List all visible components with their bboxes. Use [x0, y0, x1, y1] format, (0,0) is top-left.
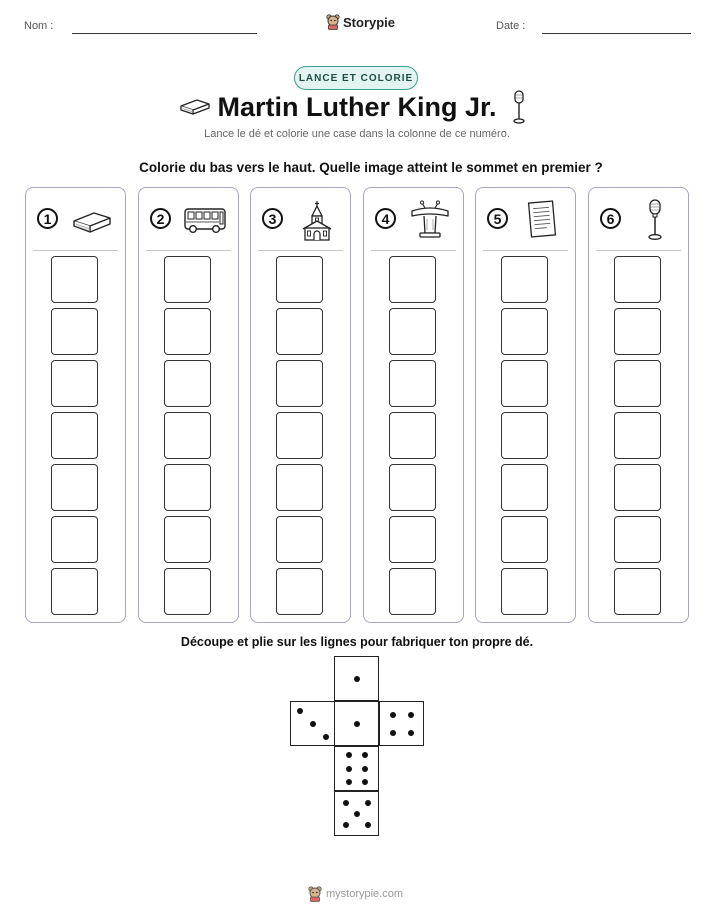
die-pip — [343, 800, 349, 806]
color-box[interactable] — [614, 516, 661, 563]
die-pip — [346, 752, 352, 758]
color-box[interactable] — [51, 412, 98, 459]
die-pip — [408, 730, 414, 736]
bear-mascot-icon — [326, 14, 340, 30]
die-pip — [390, 712, 396, 718]
color-box[interactable] — [389, 412, 436, 459]
color-box[interactable] — [164, 308, 211, 355]
die-pip — [323, 734, 329, 740]
die-face-3 — [290, 701, 335, 746]
die-pip — [362, 752, 368, 758]
name-label: Nom : — [24, 20, 54, 32]
color-box[interactable] — [164, 256, 211, 303]
color-box[interactable] — [501, 360, 548, 407]
footer-url[interactable]: mystorypie.com — [326, 888, 404, 900]
date-line[interactable] — [542, 33, 691, 34]
color-box[interactable] — [614, 464, 661, 511]
column-number: 6 — [600, 208, 621, 229]
die-pip — [346, 766, 352, 772]
color-box[interactable] — [614, 308, 661, 355]
color-box[interactable] — [276, 360, 323, 407]
color-box[interactable] — [276, 308, 323, 355]
document-icon — [520, 199, 564, 241]
color-box[interactable] — [389, 256, 436, 303]
die-face-1 — [334, 701, 379, 746]
die-face-1 — [334, 656, 379, 701]
die-pip — [390, 730, 396, 736]
book-icon — [70, 199, 114, 241]
die-pip — [310, 721, 316, 727]
color-box[interactable] — [501, 256, 548, 303]
column-divider — [483, 250, 568, 251]
color-box[interactable] — [276, 412, 323, 459]
die-face-4 — [379, 701, 424, 746]
die-face-5 — [334, 791, 379, 836]
color-box[interactable] — [501, 516, 548, 563]
column-divider — [371, 250, 456, 251]
die-pip — [362, 779, 368, 785]
column-number: 3 — [262, 208, 283, 229]
color-box[interactable] — [51, 360, 98, 407]
column-number: 2 — [150, 208, 171, 229]
game-instruction: Colorie du bas vers le haut. Quelle image atteint le sommet en premier ? — [139, 160, 603, 175]
page-title: Martin Luther King Jr. — [217, 92, 497, 122]
color-box[interactable] — [614, 412, 661, 459]
column-divider — [258, 250, 343, 251]
die-pip — [354, 811, 360, 817]
podium-icon — [408, 199, 452, 241]
color-box[interactable] — [389, 308, 436, 355]
column-divider — [33, 250, 118, 251]
column-1 — [25, 187, 126, 623]
color-box[interactable] — [51, 568, 98, 615]
color-box[interactable] — [614, 360, 661, 407]
color-box[interactable] — [276, 256, 323, 303]
activity-tag: LANCE ET COLORIE — [294, 66, 418, 90]
brand-logo — [326, 14, 395, 30]
bear-mascot-icon — [308, 886, 322, 902]
column-number: 5 — [487, 208, 508, 229]
column-6 — [588, 187, 689, 623]
color-box[interactable] — [51, 516, 98, 563]
color-box[interactable] — [389, 360, 436, 407]
color-box[interactable] — [164, 568, 211, 615]
footer — [308, 886, 403, 902]
column-divider — [596, 250, 681, 251]
color-box[interactable] — [389, 568, 436, 615]
column-number: 1 — [37, 208, 58, 229]
die-face-6 — [334, 746, 379, 791]
color-box[interactable] — [164, 412, 211, 459]
color-box[interactable] — [276, 464, 323, 511]
column-divider — [146, 250, 231, 251]
die-pip — [346, 779, 352, 785]
die-instruction: Découpe et plie sur les lignes pour fabriquer ton propre dé. — [180, 635, 534, 649]
color-box[interactable] — [164, 360, 211, 407]
name-line[interactable] — [72, 33, 257, 34]
color-box[interactable] — [501, 412, 548, 459]
date-label: Date : — [496, 20, 526, 32]
column-5 — [475, 187, 576, 623]
color-box[interactable] — [614, 568, 661, 615]
microphone-icon — [509, 89, 529, 125]
die-pip — [354, 676, 360, 682]
color-box[interactable] — [276, 516, 323, 563]
color-box[interactable] — [164, 516, 211, 563]
microphone-icon — [633, 199, 677, 241]
church-icon — [295, 199, 339, 241]
die-pip — [408, 712, 414, 718]
column-4 — [363, 187, 464, 623]
color-box[interactable] — [614, 256, 661, 303]
color-box[interactable] — [51, 256, 98, 303]
column-2 — [138, 187, 239, 623]
color-box[interactable] — [51, 308, 98, 355]
brand-name: Storypie — [343, 14, 396, 30]
color-box[interactable] — [389, 464, 436, 511]
column-number: 4 — [375, 208, 396, 229]
color-box[interactable] — [389, 516, 436, 563]
column-3 — [250, 187, 351, 623]
page-subtitle: Lance le dé et colorie une case dans la colonne de ce numéro. — [204, 128, 510, 140]
die-pip — [354, 721, 360, 727]
color-box[interactable] — [164, 464, 211, 511]
die-pip — [297, 708, 303, 714]
die-pip — [362, 766, 368, 772]
color-box[interactable] — [276, 568, 323, 615]
bus-icon — [183, 199, 227, 241]
color-box[interactable] — [501, 308, 548, 355]
die-pip — [365, 800, 371, 806]
die-pip — [365, 822, 371, 828]
color-box[interactable] — [501, 464, 548, 511]
die-pip — [343, 822, 349, 828]
color-box[interactable] — [501, 568, 548, 615]
color-box[interactable] — [51, 464, 98, 511]
